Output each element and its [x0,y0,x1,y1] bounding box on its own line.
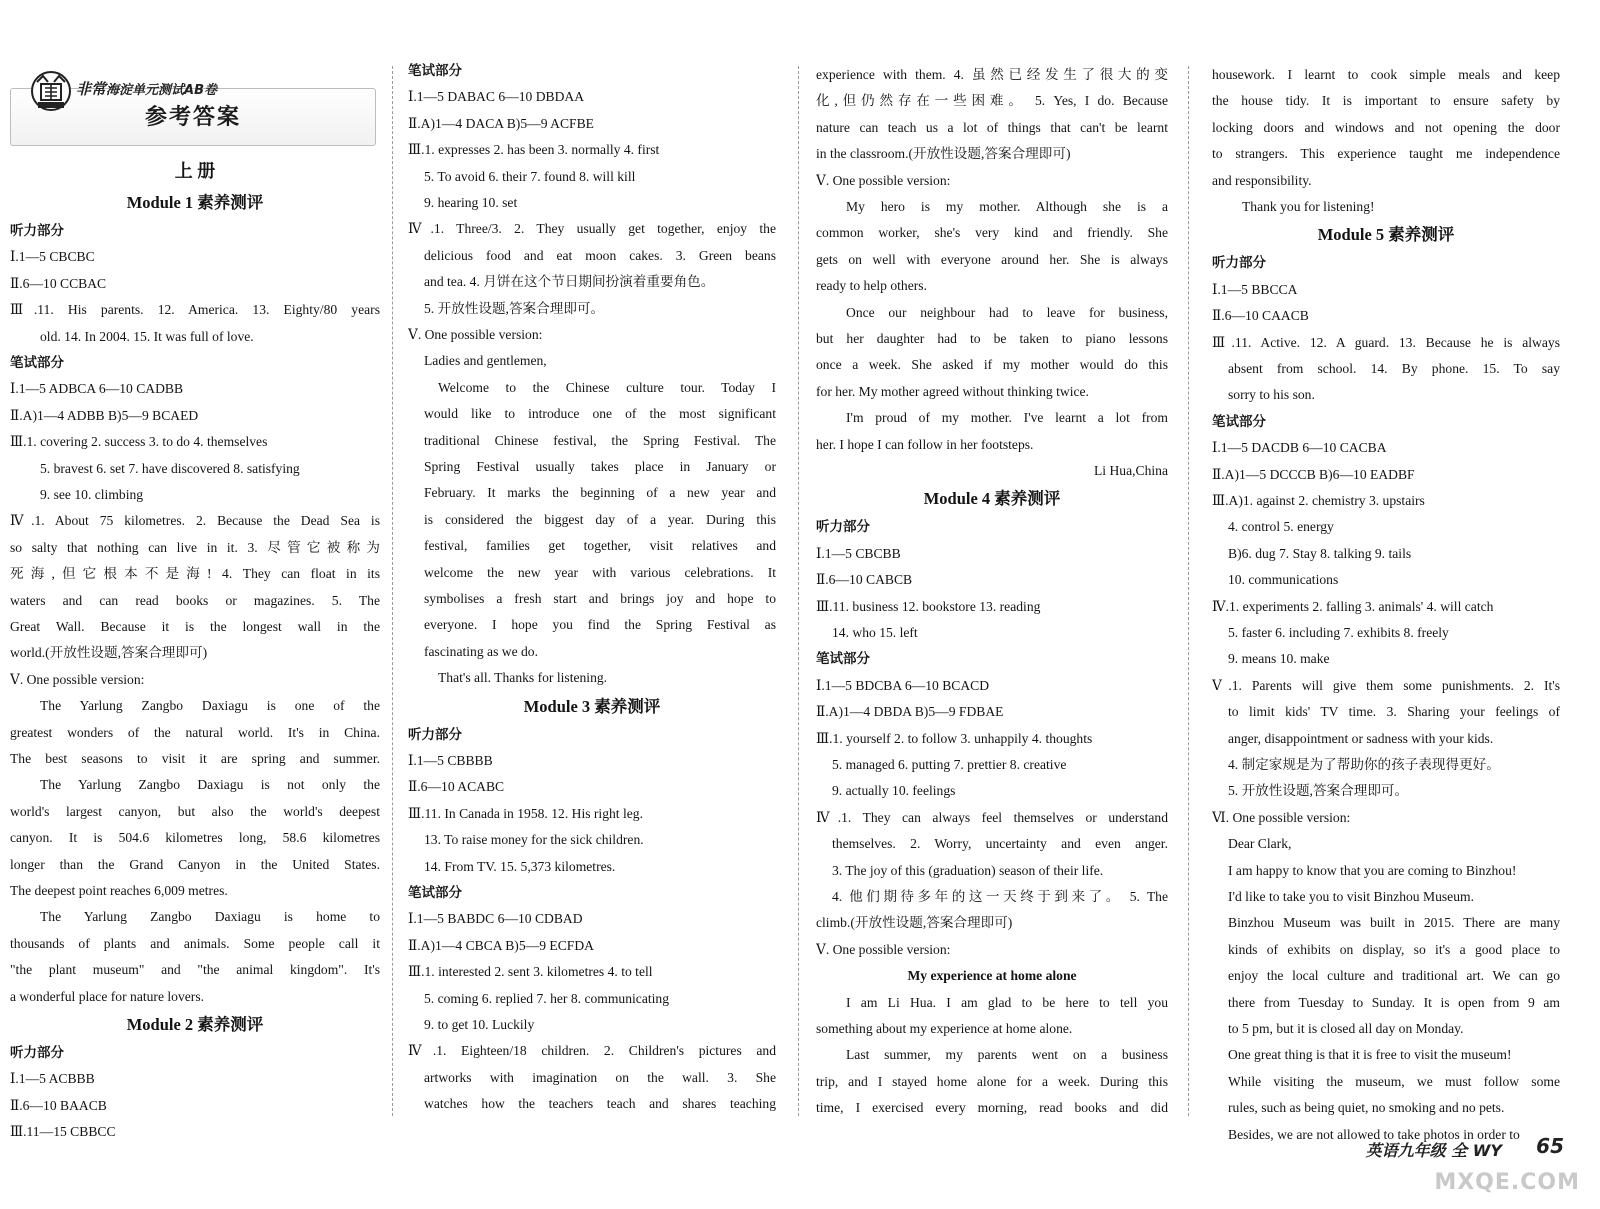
answer-line: 5. coming 6. replied 7. her 8. communicating [424,990,670,1006]
answer-line: Welcome to the Chinese culture tour. Today I [438,379,776,395]
answer-line: Ⅴ. One possible version: [10,671,145,687]
answer-line: While visiting the museum, we must follow some [1228,1073,1560,1089]
answer-line: Ⅱ.A)1—4 DACA B)5—9 ACFBE [408,115,594,131]
answer-line: locking doors and windows and not opening the door [1212,119,1560,135]
column-divider [798,66,799,1116]
answer-line: Binzhou Museum was built in 2015. There are many [1228,915,1560,931]
section-heading: 笔试部分 [408,885,462,900]
answer-line: delicious food and eat moon cakes. 3. Green beans [424,247,776,263]
brand-name [76,78,217,99]
answer-line: gets on well with everyone around her. She is always [816,251,1168,267]
answer-line: 5. To avoid 6. their 7. found 8. will kill [424,168,636,184]
answer-line: there from Tuesday to Sunday. It is open from 9 am [1228,994,1560,1010]
answer-line: kinds of exhibits on display, so it's a good place to [1228,941,1560,957]
answer-line: ready to help others. [816,278,927,294]
answer-line: Ⅳ.1. Three/3. 2. They usually get together, enjoy the [408,221,776,237]
answer-line: The deepest point reaches 6,009 metres. [10,882,228,898]
answer-line: 化,但仍然存在一些困难。 5. Yes, I do. Because [816,93,1168,109]
answer-line: housework. I learnt to cook simple meals and keep [1212,67,1560,82]
watermark-text: MXQE.COM [1434,1170,1580,1195]
module-heading: Module 4 素养测评 [923,489,1061,509]
answer-line: Ⅲ.A)1. against 2. chemistry 3. upstairs [1212,493,1425,508]
answer-line: Ⅱ.6—10 CCBAC [10,275,107,291]
answer-column-4 [1212,58,1560,1148]
answer-line: B)6. dug 7. Stay 8. talking 9. tails [1228,545,1412,561]
answer-line: greatest wonders of the natural world. It's in China. [10,724,380,740]
answer-line: so salty that nothing can live in it. 3. 尽管它被称为 [10,539,380,555]
answer-line: waters and can read books or magazines. 5. The [10,592,380,608]
answer-line: Ⅰ.1—5 BBCCA [1212,281,1298,297]
page-header [10,64,378,156]
answer-line: Ⅲ.11. His parents. 12. America. 13. Eighty/80 years [10,302,380,318]
answer-line: welcome the new year with various celebrations. It [424,564,776,580]
answer-line: 14. who 15. left [832,624,918,640]
answer-line: in the classroom.(开放性设题,答案合理即可) [816,146,1071,162]
answer-line: themselves. 2. Worry, uncertainty and even anger. [832,836,1168,852]
answer-line: The Yarlung Zangbo Daxiagu is not only the [40,777,380,793]
answer-line: 9. hearing 10. set [424,195,518,211]
section-heading: 听力部分 [10,223,64,238]
answer-line: 13. To raise money for the sick children. [424,832,644,848]
answer-line: 14. From TV. 15. 5,373 kilometres. [424,858,616,874]
answer-line: The Yarlung Zangbo Daxiagu is one of the [40,698,380,714]
answer-line: for her. My mother agreed without thinking twice. [816,383,1089,399]
answer-line: Ⅱ.6—10 CAACB [1212,308,1309,324]
section-heading: 听力部分 [816,519,870,535]
answer-line: Ⅱ.6—10 BAACB [10,1097,107,1113]
answer-column-1 [10,150,380,1146]
answer-line: Ⅱ.A)1—5 DCCCB B)6—10 EADBF [1212,466,1415,482]
answer-line: and tea. 4. 月饼在这个节日期间扮演着重要角色。 [424,274,715,290]
answer-line: Ⅰ.1—5 BDCBA 6—10 BCACD [816,677,990,693]
section-heading: 笔试部分 [816,651,870,667]
brand-b: 海淀单元测试AB卷 [106,83,217,98]
answer-line: 10. communications [1228,572,1339,588]
answer-line: climb.(开放性设题,答案合理即可) [816,915,1013,931]
section-heading: 笔试部分 [1212,413,1266,429]
page-number: 65 [1536,1134,1564,1158]
answer-line: a wonderful place for nature lovers. [10,988,205,1004]
answer-line: February. It marks the beginning of a new year and [424,485,776,501]
answer-line: Ⅳ.1. They can always feel themselves or understand [816,809,1168,825]
module-heading: Module 5 素养测评 [1317,225,1455,245]
answer-line: and responsibility. [1212,172,1312,188]
answer-line: festival, families get together, visit relatives and [424,538,776,554]
answer-line: Ⅱ.A)1—4 DBDA B)5—9 FDBAE [816,704,1004,720]
page-title: 参考答案 [144,105,241,130]
answer-line: traditional Chinese festival, the Spring Festival. The [424,432,776,448]
answer-line: old. 14. In 2004. 15. It was full of love. [40,328,254,344]
answer-line: Ⅳ.1. experiments 2. falling 3. animals' 4. will catch [1212,598,1494,614]
answer-line: 5. bravest 6. set 7. have discovered 8. satisfying [40,460,300,476]
answer-line: Ⅴ. One possible version: [816,941,951,957]
answer-line: watches how the teachers teach and shares teaching [424,1096,776,1112]
answer-line: Ⅰ.1—5 CBCBB [816,545,901,561]
answer-line: Ⅱ.A)1—4 ADBB B)5—9 BCAED [10,407,199,423]
answer-line: Ⅵ. One possible version: [1212,809,1351,825]
answer-line: Li Hua,China [1094,462,1168,478]
answer-line: Ⅰ.1—5 ADBCA 6—10 CADBB [10,381,184,397]
answer-line: world's largest canyon, but also the world's deepest [10,803,380,819]
answer-line: Once our neighbour had to leave for business, [846,304,1168,320]
answer-line: to limit kids' TV time. 3. Sharing your feelings of [1228,704,1560,720]
answer-line: Ⅰ.1—5 DACDB 6—10 CACBA [1212,440,1387,456]
answer-column-3 [816,58,1168,1122]
answer-line: 死海,但它根本不是海! 4. They can float in its [10,566,380,582]
answer-line: thousands of plants and animals. Some people call it [10,935,380,951]
answer-line: 9. actually 10. feelings [832,783,956,799]
answer-line: I am happy to know that you are coming to Binzhou! [1228,862,1517,878]
answer-line: Ⅲ.11—15 CBBCC [10,1124,116,1140]
answer-line: the house tidy. It is important to ensure safety by [1212,93,1560,109]
answer-line: 4. 制定家规是为了帮助你的孩子表现得更好。 [1228,757,1500,773]
answer-line: I am Li Hua. I am glad to be here to tell you [846,994,1168,1010]
answer-line: Ⅴ. One possible version: [408,327,543,343]
answer-line: Great Wall. Because it is the longest wall in the [10,619,380,635]
answer-line: Ⅲ.1. yourself 2. to follow 3. unhappily 4. thoughts [816,730,1093,746]
answer-line: 5. 开放性设题,答案合理即可。 [1228,783,1409,799]
answer-line: I'm proud of my mother. I've learnt a lot from [846,410,1168,426]
answer-line: sorry to his son. [1228,387,1315,403]
answer-line: once a week. She asked if my mother would do this [816,357,1168,373]
answer-line: Ⅲ.11. business 12. bookstore 13. reading [816,598,1041,614]
answer-line: 5. faster 6. including 7. exhibits 8. freely [1228,625,1449,641]
answer-line: Thank you for listening! [1242,198,1375,214]
answer-line: 9. see 10. climbing [40,487,144,503]
answer-line: My hero is my mother. Although she is a [846,198,1168,214]
answer-line: Ⅰ.1—5 CBCBC [10,249,95,265]
answer-line: absent from school. 14. By phone. 15. To say [1228,360,1560,376]
answer-line: is considered the biggest day of a year. During this [424,511,776,527]
answer-line: trip, and I stayed home alone for a week. During this [816,1073,1168,1089]
answer-line: Besides, we are not allowed to take photos in order to [1228,1126,1520,1142]
answer-line: That's all. Thanks for listening. [438,670,608,686]
answer-line: Ⅳ.1. About 75 kilometres. 2. Because the Dead Sea is [10,513,380,529]
answer-line: I'd like to take you to visit Binzhou Museum. [1228,889,1474,905]
answer-line: 4. 他们期待多年的这一天终于到来了。 5. The [832,889,1168,904]
answer-line: The Yarlung Zangbo Daxiagu is home to [40,909,380,925]
answer-line: Ⅳ.1. Eighteen/18 children. 2. Children's pictures and [408,1043,776,1059]
answer-line: Ⅲ.11. In Canada in 1958. 12. His right leg. [408,805,643,821]
module-heading: Module 3 素养测评 [523,696,661,716]
answer-line: Ⅲ.1. covering 2. success 3. to do 4. themselves [10,434,268,450]
answer-line: rules, such as being quiet, no smoking and no pets. [1228,1100,1505,1116]
section-heading: 听力部分 [1212,255,1266,271]
answer-line: experience with them. 4. 虽然已经发生了很大的变 [816,67,1168,82]
answer-line: Ladies and gentlemen, [424,353,547,369]
answer-line: Ⅰ.1—5 DABAC 6—10 DBDAA [408,89,585,105]
answer-line: fascinating as we do. [424,643,539,659]
answer-line: 3. The joy of this (graduation) season of their life. [832,862,1104,878]
answer-line: something about my experience at home alone. [816,1021,1073,1036]
answer-line: Last summer, my parents went on a business [846,1047,1168,1063]
answer-line: Ⅱ.A)1—4 CBCA B)5—9 ECFDA [408,937,594,953]
answer-line: One great thing is that it is free to visit the museum! [1228,1047,1512,1063]
answer-line: "the plant museum" and "the animal kingdom". It's [10,962,380,978]
answer-line: 5. 开放性设题,答案合理即可。 [424,300,605,316]
section-heading: 听力部分 [10,1044,64,1060]
answer-line: world.(开放性设题,答案合理即可) [10,645,208,661]
answer-line: nature can teach us a lot of things that can't be learnt [816,119,1168,135]
answer-line: The best seasons to visit it are spring and summer. [10,751,380,766]
answer-line: Ⅲ.11. Active. 12. A guard. 13. Because he is always [1212,334,1560,350]
answer-line: time, I exercised every morning, read books and did [816,1100,1168,1116]
answer-line: artworks with imagination on the wall. 3. She [424,1069,776,1085]
module-heading: Module 1 素养测评 [126,193,264,212]
module-heading: Module 2 素养测评 [126,1014,264,1034]
section-heading: 笔试部分 [408,63,462,78]
answer-line: Spring Festival usually takes place in January or [424,459,776,475]
answer-column-2 [408,58,776,1118]
brand-a: 非常 [76,80,107,98]
answer-line: 5. managed 6. putting 7. prettier 8. creative [832,757,1067,772]
page-footer [1208,1130,1588,1170]
answer-line: Ⅴ. One possible version: [816,172,951,188]
column-divider [392,66,393,1116]
answer-line: enjoy the local culture and traditional art. We can go [1228,968,1560,984]
answer-line: Ⅴ.1. Parents will give them some punishments. 2. It's [1212,677,1560,693]
answer-line: but her daughter had to be taken to piano lessons [816,330,1168,346]
answer-line: Ⅲ.1. expresses 2. has been 3. normally 4. first [408,142,660,158]
answer-line: symbolises a fresh start and brings joy and hope to [424,590,776,606]
answer-line: 9. means 10. make [1228,651,1330,667]
answer-line: longer than the Grand Canyon in the United States. [10,856,380,872]
answer-line: her. I hope I can follow in her footsteps. [816,436,1034,452]
footer-subject: 英语九年级 全 WY [1365,1141,1502,1160]
answer-line: common worker, she's very kind and friendly. She [816,225,1168,241]
answer-line: to strangers. This experience taught me independence [1212,146,1560,162]
answer-line: Ⅱ.6—10 CABCB [816,572,913,588]
answer-line: everyone. I hope you find the Spring Festival as [424,617,776,633]
answer-line: would like to introduce one of the most significant [424,406,776,422]
answer-line: Ⅱ.6—10 ACABC [408,779,505,795]
answer-line: to 5 pm, but it is closed all day on Monday. [1228,1021,1464,1037]
volume-heading: 上 册 [174,161,216,181]
answer-line: Ⅰ.1—5 BABDC 6—10 CDBAD [408,911,583,927]
column-divider [1188,66,1189,1116]
answer-line: canyon. It is 504.6 kilometres long, 58.6 kilometres [10,830,380,846]
answer-line: 4. control 5. energy [1228,519,1334,535]
section-heading: 笔试部分 [10,355,64,371]
answer-line: Dear Clark, [1228,836,1292,852]
answer-line: 9. to get 10. Luckily [424,1017,535,1033]
section-heading: 听力部分 [408,726,462,742]
essay-title: My experience at home alone [907,968,1077,984]
answer-line: Ⅰ.1—5 CBBBB [408,752,493,768]
answer-line: Ⅰ.1—5 ACBBB [10,1071,95,1087]
answer-line: Ⅲ.1. interested 2. sent 3. kilometres 4. to tell [408,964,653,980]
answer-line: anger, disappointment or sadness with your kids. [1228,730,1494,746]
